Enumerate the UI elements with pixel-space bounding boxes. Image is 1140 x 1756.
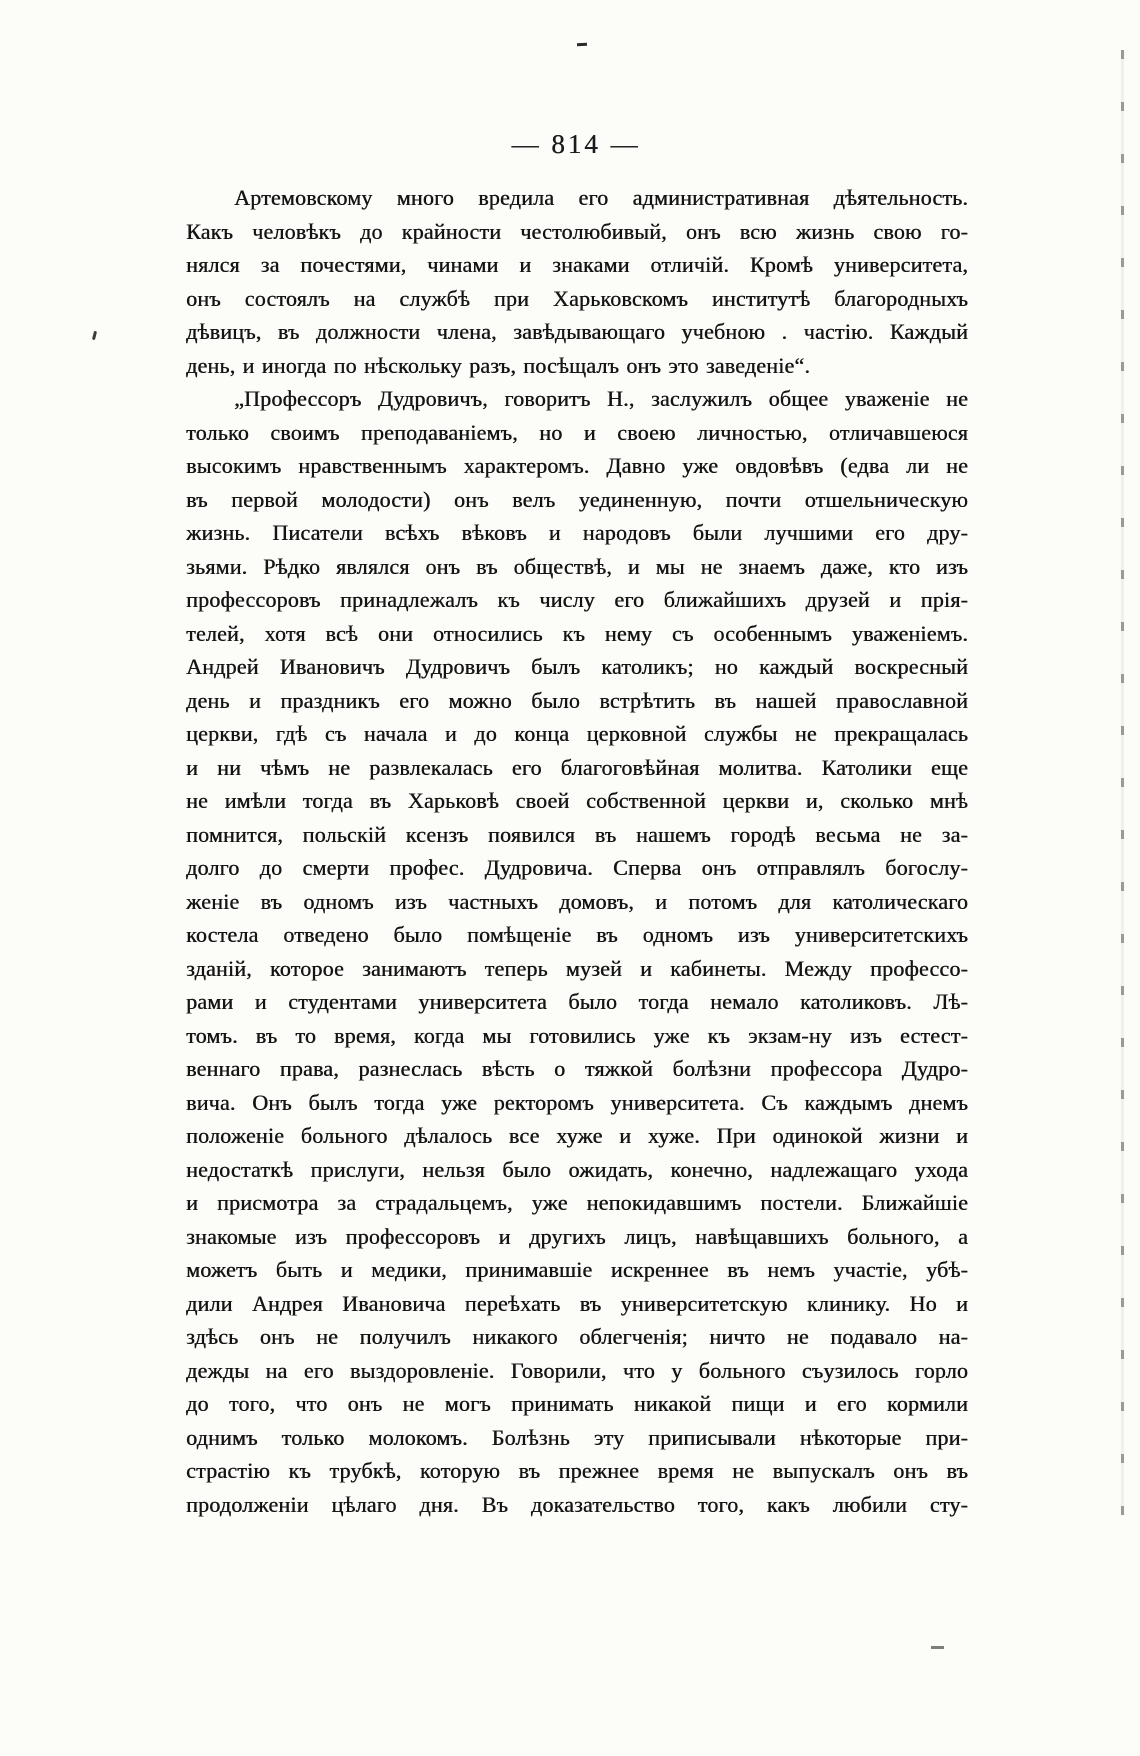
page-text-body — [186, 181, 968, 1521]
scan-artifact-page-edge — [1121, 50, 1124, 1515]
text-line: онъ состоялъ на службѣ при Харьковскомъ институтѣ благородныхъ — [186, 285, 968, 311]
text-line: здѣсь онъ не получилъ никакого облегченія; ничто не подавало на- — [186, 1324, 968, 1349]
text-line: недостаткѣ прислуги, нельзя было ожидать, конечно, надлежащаго ухода — [186, 1156, 968, 1182]
text-line: томъ. въ то время, когда мы готовились уже къ экзам-ну изъ естест- — [186, 1022, 968, 1048]
text-line: дежды на его выздоровленіе. Говорили, что у больного съузилось горло — [186, 1357, 968, 1383]
text-line: однимъ только молокомъ. Болѣзнь эту приписывали нѣкоторые при- — [186, 1424, 968, 1450]
text-line: „Профессоръ Дудровичъ, говоритъ Н., заслужилъ общее уваженіе не — [234, 386, 968, 411]
page-number: — 814 — — [511, 129, 641, 159]
text-line: церкви, гдѣ съ начала и до конца церковной службы не прекращалась — [186, 721, 968, 746]
text-line: вича. Онъ былъ тогда уже ректоромъ университета. Съ каждымъ днемъ — [186, 1089, 968, 1115]
text-line: костела отведено было помѣщеніе въ одномъ изъ университетскихъ — [186, 922, 968, 947]
text-line: знакомые изъ профессоровъ и другихъ лицъ, навѣщавшихъ больного, а — [186, 1223, 968, 1249]
text-line: телей, хотя всѣ они относились къ нему съ особеннымъ уваженіемъ. — [186, 620, 968, 646]
text-line: день, и иногда по нѣскольку разъ, посѣщалъ онъ это заведеніе“. — [186, 352, 811, 378]
scan-artifact-top-dash — [577, 43, 587, 47]
text-line: зданій, которое занимаютъ теперь музей и кабинеты. Между профессо- — [186, 955, 968, 981]
text-line: дили Андрея Ивановича переѣхать въ университетскую клинику. Но и — [186, 1290, 968, 1316]
text-line: дѣвицъ, въ должности члена, завѣдывающаго учебною . частію. Каждый — [186, 319, 968, 344]
scan-artifact-bottom-dash — [931, 1646, 944, 1649]
text-line: до того, что онъ не могъ принимать никакой пищи и его кормили — [186, 1391, 968, 1416]
text-line: помнится, польскій ксензъ появился въ нашемъ городѣ весьма не за- — [186, 821, 968, 847]
text-line: зьями. Рѣдко являлся онъ въ обществѣ, и мы не знаемъ даже, кто изъ — [186, 553, 968, 579]
text-line: положеніе больного дѣлалось все хуже и хуже. При одинокой жизни и — [186, 1123, 968, 1148]
text-line: женіе въ одномъ изъ частныхъ домовъ, и потомъ для католическаго — [186, 888, 968, 914]
text-line: только своимъ преподаваніемъ, но и своею личностью, отличавшеюся — [186, 419, 968, 445]
text-line: Артемовскому много вредила его административная дѣятельность. — [234, 185, 968, 210]
text-line: рами и студентами университета было тогда немало католиковъ. Лѣ- — [186, 989, 968, 1014]
text-line: продолженіи цѣлаго дня. Въ доказательство того, какъ любили сту- — [186, 1491, 968, 1517]
text-line: не имѣли тогда въ Харьковѣ своей собственной церкви и, сколько мнѣ — [186, 788, 968, 813]
text-line: можетъ быть и медики, принимавшіе искреннее въ немъ участіе, убѣ- — [186, 1257, 968, 1282]
text-line: и присмотра за страдальцемъ, уже непокидавшимъ постели. Ближайшіе — [186, 1190, 968, 1215]
text-line: Какъ человѣкъ до крайности честолюбивый, онъ всю жизнь свою го- — [186, 218, 968, 244]
text-line: страстію къ трубкѣ, которую въ прежнее время не выпускалъ онъ въ — [186, 1458, 968, 1483]
text-line: въ первой молодости) онъ велъ уединенную, почти отшельническую — [186, 486, 968, 512]
text-line: день и праздникъ его можно было встрѣтить въ нашей православной — [186, 687, 968, 713]
text-line: веннаго права, разнеслась вѣсть о тяжкой болѣзни профессора Дудро- — [186, 1056, 968, 1081]
scan-artifact-margin-mark — [92, 331, 97, 340]
text-line: и ни чѣмъ не развлекалась его благоговѣйная молитва. Католики еще — [186, 754, 968, 780]
text-line: жизнь. Писатели всѣхъ вѣковъ и народовъ были лучшими его дру- — [186, 520, 968, 545]
text-line: нялся за почестями, чинами и знаками отличій. Кромѣ университета, — [186, 252, 968, 277]
text-line: Андрей Ивановичъ Дудровичъ былъ католикъ; но каждый воскресный — [186, 654, 968, 679]
text-line: профессоровъ принадлежалъ къ числу его ближайшихъ друзей и прія- — [186, 587, 968, 612]
text-line: высокимъ нравственнымъ характеромъ. Давно уже овдовѣвъ (едва ли не — [186, 453, 968, 478]
text-line: долго до смерти профес. Дудровича. Сперва онъ отправлялъ богослу- — [186, 855, 968, 880]
